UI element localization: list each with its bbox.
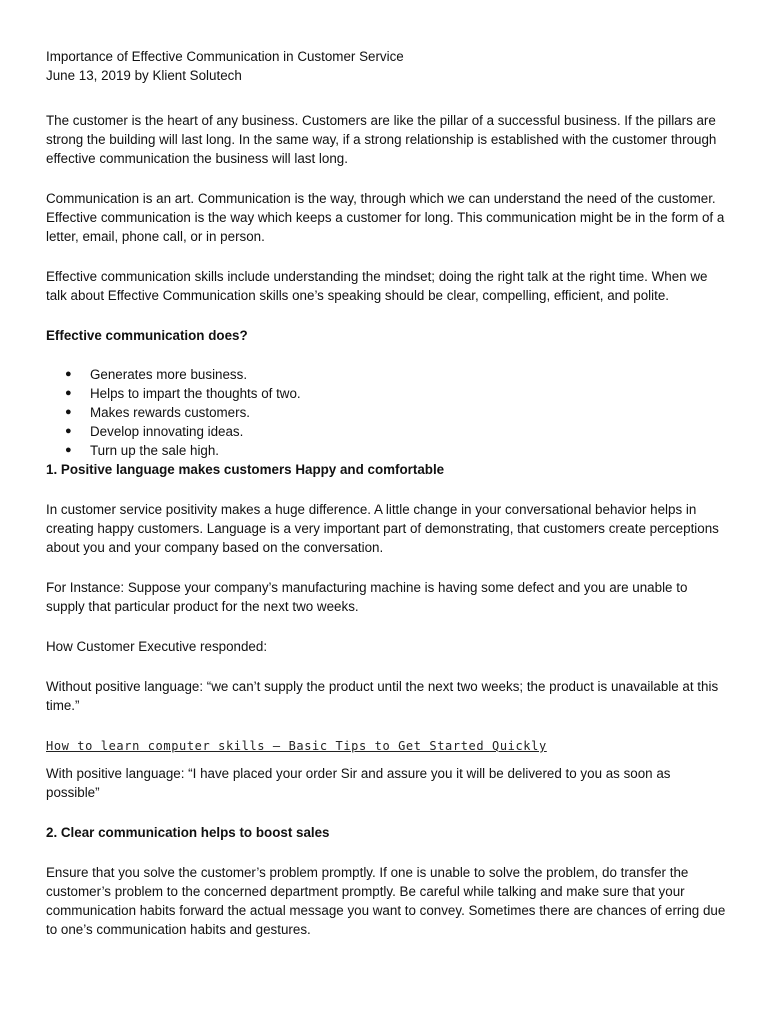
does-heading: Effective communication does? bbox=[46, 328, 248, 343]
section-2-heading: 2. Clear communication helps to boost sales bbox=[46, 825, 330, 840]
related-article-link[interactable]: How to learn computer skills – Basic Tips to Get Started Quickly bbox=[46, 739, 547, 753]
list-item bbox=[46, 422, 726, 441]
bullet-dot-icon: ● bbox=[65, 406, 72, 418]
list-item-text: Makes rewards customers. bbox=[90, 405, 250, 420]
list-item-text: Generates more business. bbox=[90, 367, 248, 382]
bullet-dot-icon: ● bbox=[65, 387, 72, 399]
bullet-dot-icon: ● bbox=[65, 444, 72, 456]
list-item-text: Turn up the sale high. bbox=[90, 443, 220, 458]
intro-paragraph-2: Communication is an art. Communication is the way, through which we can understand the need of the customer. Effective communication is the way which keeps a customer for long. This communication might be in the form of a letter, email, phone call, or in person. bbox=[46, 191, 725, 244]
section-1-paragraph-5: With positive language: “I have placed your order Sir and assure you it will be delivered to you as soon as possible” bbox=[46, 766, 671, 800]
bullet-dot-icon: ● bbox=[65, 368, 72, 380]
list-item bbox=[46, 384, 726, 403]
related-article-link-row bbox=[46, 736, 726, 756]
document-byline: June 13, 2019 by Klient Solutech bbox=[46, 68, 242, 83]
list-item bbox=[46, 441, 726, 460]
section-1-paragraph-3: How Customer Executive responded: bbox=[46, 639, 268, 654]
section-1-paragraph-1: In customer service positivity makes a huge difference. A little change in your conversational behavior helps in creating happy customers. Language is a very important part of demonstrating, that customers create perceptions about you and your company based on the conversation. bbox=[46, 502, 719, 555]
bullet-dot-icon: ● bbox=[65, 425, 72, 437]
section-1-paragraph-4: Without positive language: “we can’t supply the product until the next two weeks; the product is unavailable at this time.” bbox=[46, 679, 719, 713]
section-2-paragraph-1: Ensure that you solve the customer’s problem promptly. If one is unable to solve the problem, do transfer the customer’s problem to the concerned department promptly. Be careful while talking and make sure that your communication habits forward the actual message you want to convey. Sometimes there are chances of erring due to one’s communication habits and gestures. bbox=[46, 865, 726, 937]
section-1-paragraph-2: For Instance: Suppose your company’s manufacturing machine is having some defect and you are unable to supply that particular product for the next two weeks. bbox=[46, 580, 688, 614]
list-item bbox=[46, 403, 726, 422]
intro-paragraph-1: The customer is the heart of any business. Customers are like the pillar of a successful business. If the pillars are strong the building will last long. In the same way, if a strong relationship is established with the customer through effective communication the business will last long. bbox=[46, 113, 717, 166]
list-item bbox=[46, 365, 726, 384]
list-item-text: Develop innovating ideas. bbox=[90, 424, 244, 439]
document-title: Importance of Effective Communication in Customer Service bbox=[46, 49, 404, 64]
benefits-list bbox=[46, 365, 726, 460]
document-page bbox=[46, 47, 726, 939]
list-item-text: Helps to impart the thoughts of two. bbox=[90, 386, 301, 401]
intro-paragraph-3: Effective communication skills include understanding the mindset; doing the right talk at the right time. When we talk about Effective Communication skills one’s speaking should be clear, compelling, efficient, and polite. bbox=[46, 269, 708, 303]
section-1-heading: 1. Positive language makes customers Happy and comfortable bbox=[46, 462, 445, 477]
